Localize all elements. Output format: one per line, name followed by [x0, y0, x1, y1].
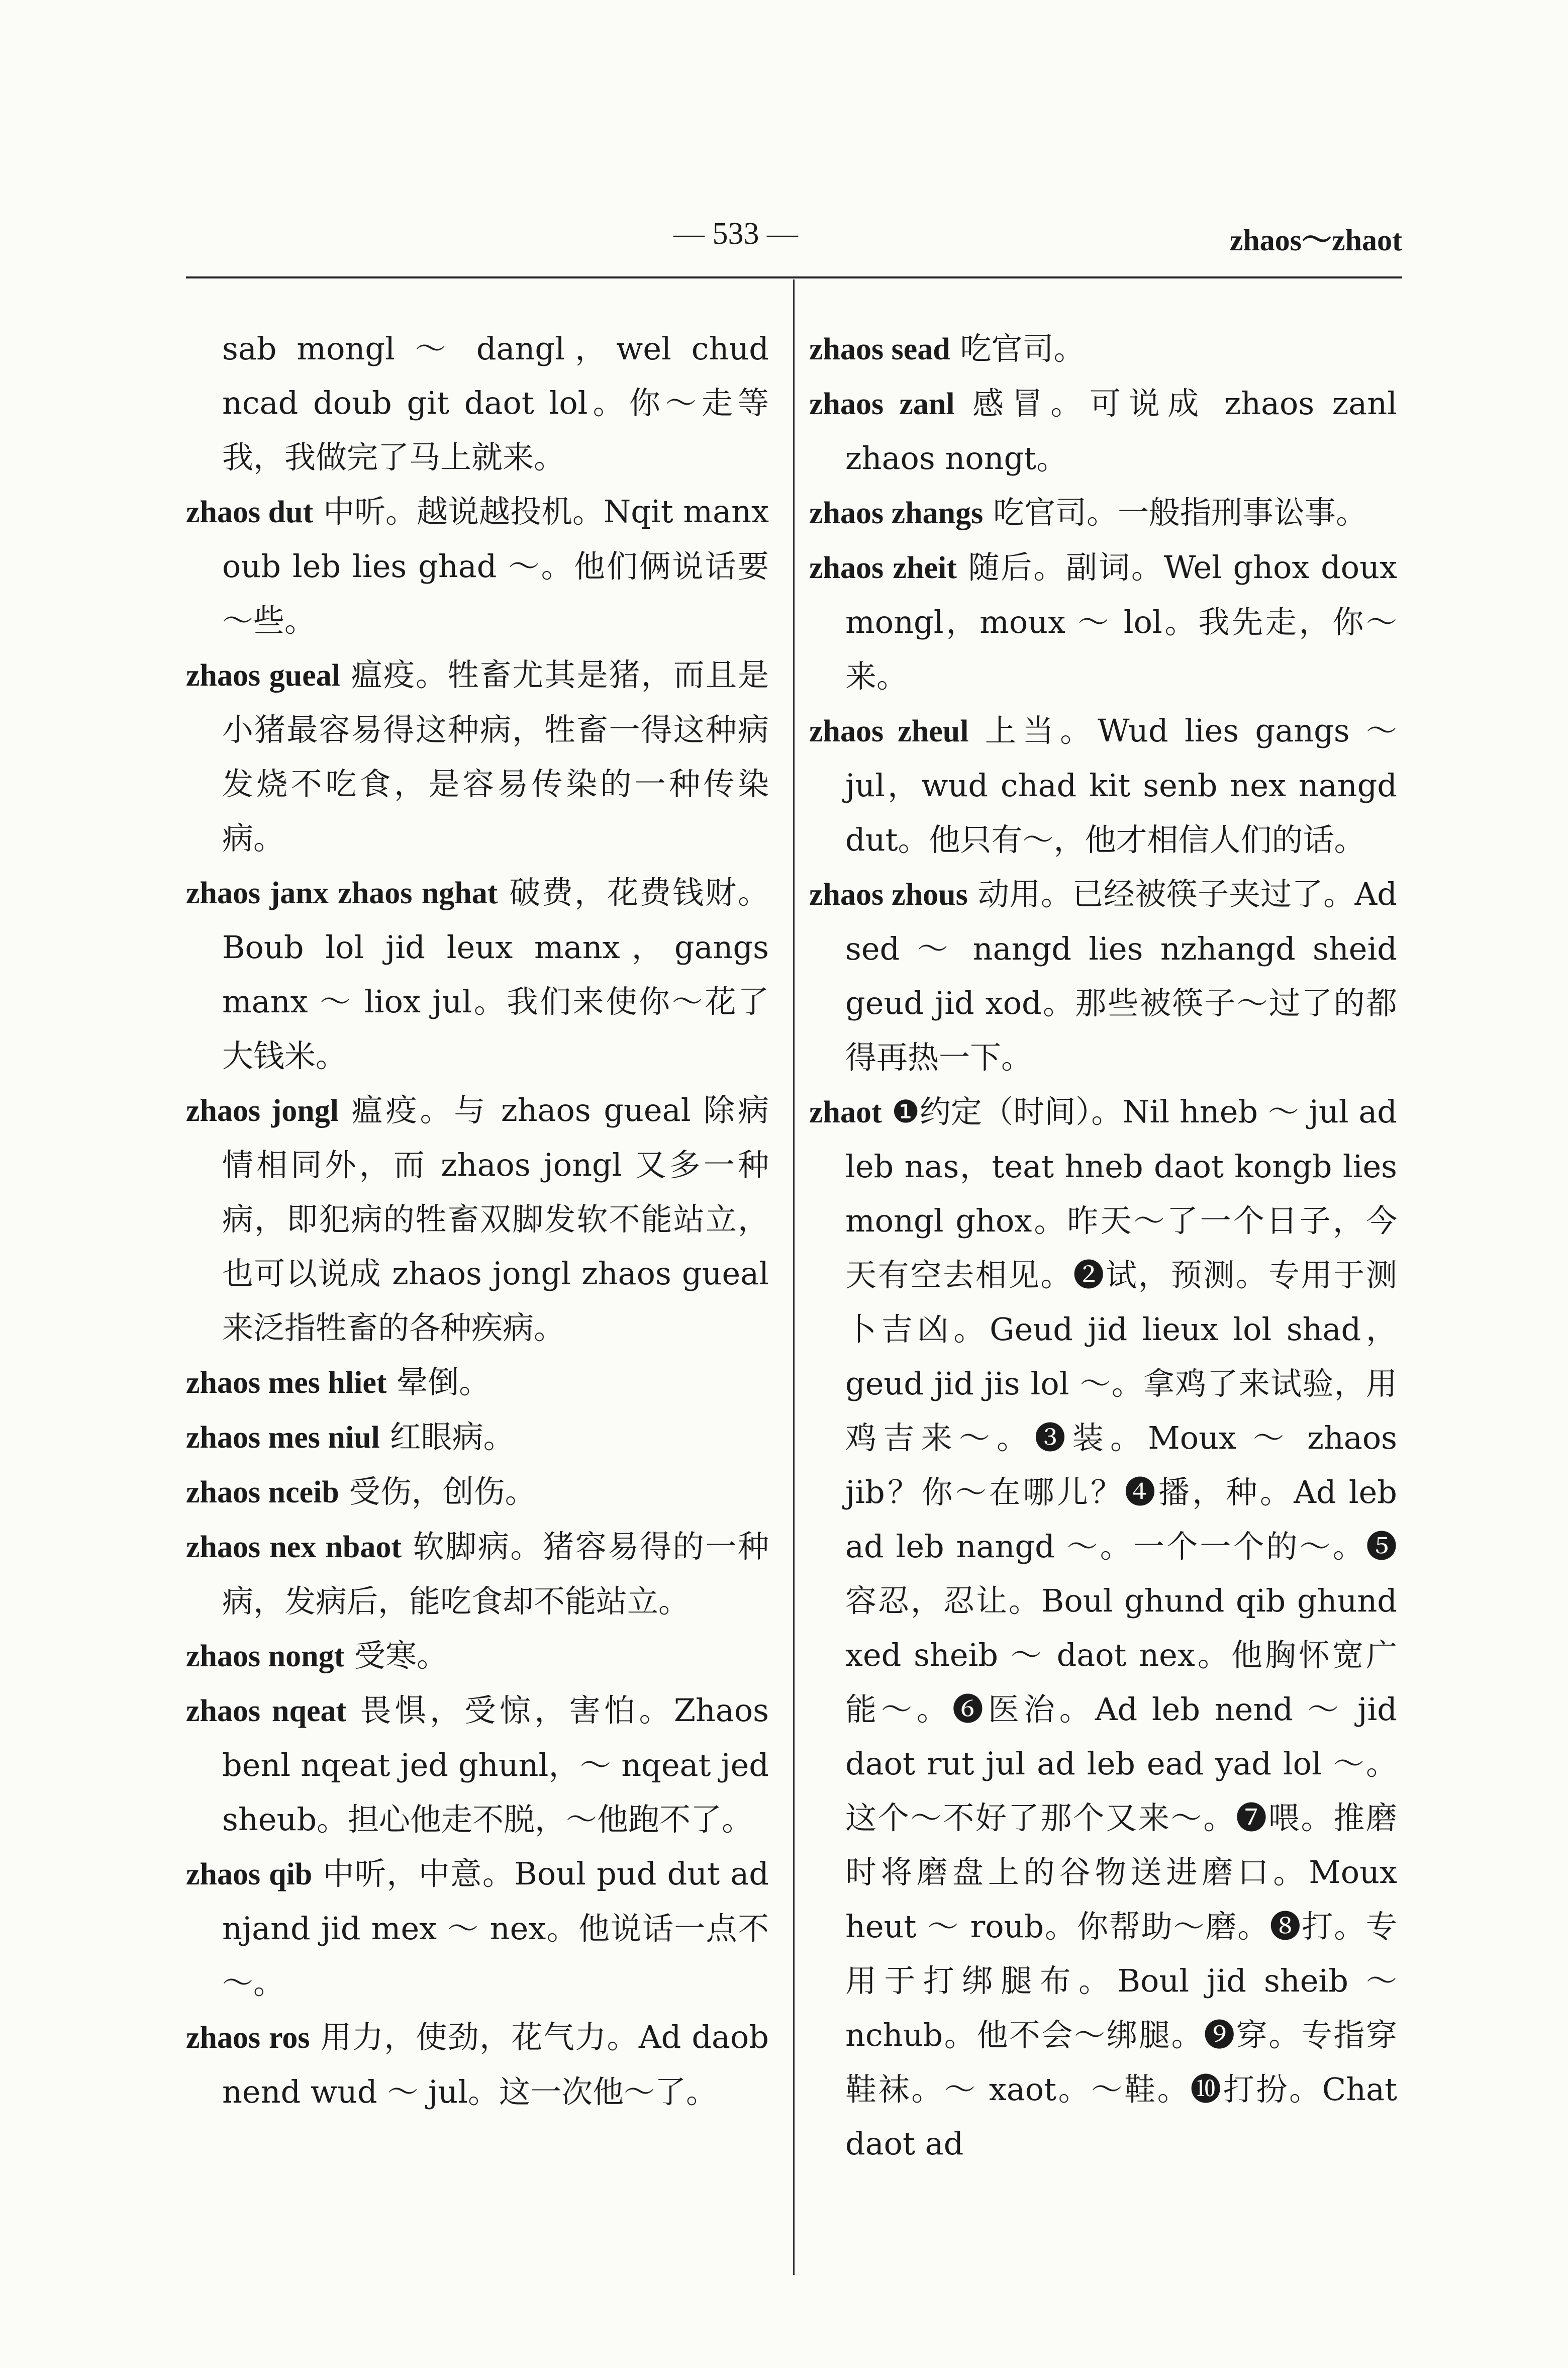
dictionary-entry	[809, 704, 1397, 867]
entry-headword: zhaos zheul	[809, 714, 969, 748]
dictionary-entry	[809, 540, 1397, 704]
entry-definition: 中听。越说越投机。Nqit manx oub leb lies ghad ～。他们俩说话要～些。	[222, 493, 769, 639]
entry-definition: 破费，花费钱财。Boub lol jid leux manx，gangs manx ～ liox jul。我们来使你～花了大钱米。	[222, 874, 769, 1074]
entry-headword: zhaos zhangs	[809, 496, 984, 530]
dictionary-entry	[186, 1410, 769, 1465]
entry-headword: zhaos mes hliet	[186, 1366, 387, 1400]
dictionary-entry	[186, 1083, 769, 1355]
entry-definition: 受寒。	[354, 1637, 448, 1674]
entry-definition: 畏惧，受惊，害怕。Zhaos benl nqeat jed ghunl，～ nqeat jed sheub。担心他走不脱，～他跑不了。	[222, 1692, 769, 1838]
dictionary-entry	[809, 322, 1397, 376]
entry-definition: 吃官司。一般指刑事讼事。	[993, 494, 1367, 531]
entry-headword: zhaos nceib	[186, 1475, 339, 1509]
dictionary-entry	[809, 867, 1397, 1085]
dictionary-entry	[186, 485, 769, 648]
entry-headword: zhaot	[809, 1095, 882, 1129]
page-number: — 533 —	[673, 217, 798, 251]
entry-headword: zhaos jongl	[186, 1094, 339, 1128]
entry-headword: zhaos janx zhaos nghat	[186, 876, 498, 910]
entry-definition: 受伤，创伤。	[349, 1473, 536, 1510]
entry-headword: zhaos ros	[186, 2021, 310, 2055]
dictionary-entry	[809, 376, 1397, 486]
entry-headword: zhaos zanl	[809, 387, 955, 421]
entry-headword: zhaos nongt	[186, 1639, 345, 1673]
entry-definition: 红眼病。	[389, 1418, 515, 1455]
entry-definition: 软脚病。猪容易得的一种病，发病后，能吃食却不能站立。	[222, 1528, 769, 1620]
entry-definition: 瘟疫。与 zhaos gueal 除病情相同外，而 zhaos jongl 又多一种病，即犯病的牲畜双脚发软不能站立，也可以说成 zhaos jongl zhaos gueal 来泛指牲畜的各种疾病。	[222, 1092, 769, 1346]
entry-headword: zhaos nqeat	[186, 1694, 347, 1728]
entry-headword: zhaos sead	[809, 332, 950, 366]
entry-definition: 上当。Wud lies gangs ～ jul，wud chad kit senb nex nangd dut。他只有～，他才相信人们的话。	[845, 712, 1397, 858]
entry-definition: 用力，使劲，花气力。Ad daob nend wud ～ jul。这一次他～了。	[222, 2019, 769, 2110]
entry-definition: 瘟疫。牲畜尤其是猪，而且是小猪最容易得这种病，牲畜一得这种病发烧不吃食，是容易传染的一种传染病。	[222, 656, 769, 857]
dictionary-entry	[809, 486, 1397, 540]
right-column	[809, 322, 1397, 2171]
column-divider	[793, 279, 795, 2275]
entry-headword: zhaos dut	[186, 495, 314, 529]
dictionary-entry	[186, 1355, 769, 1410]
dictionary-entry	[186, 322, 769, 485]
dictionary-entry	[186, 1629, 769, 1683]
running-head: zhaos～zhaot	[1229, 224, 1402, 257]
dictionary-entry	[186, 866, 769, 1083]
header-rule	[186, 276, 1402, 278]
entry-headword: zhaos nex nbaot	[186, 1530, 402, 1564]
dictionary-entry	[186, 2010, 769, 2119]
entry-definition: 感冒。可说成 zhaos zanl zhaos nongt。	[845, 385, 1397, 477]
dictionary-entry	[809, 1085, 1397, 2171]
entry-definition: 吃官司。	[960, 330, 1085, 367]
entry-definition: 随后。副词。Wel ghox doux mongl，moux ～ lol。我先走，你～来。	[845, 549, 1397, 695]
entry-headword: zhaos gueal	[186, 658, 340, 693]
left-column	[186, 322, 769, 2119]
dictionary-entry	[186, 1683, 769, 1847]
entry-definition: 中听，中意。Boul pud dut ad njand jid mex ～ nex。他说话一点不～。	[222, 1855, 769, 2001]
dictionary-entry	[186, 1847, 769, 2010]
entry-definition: ❶约定（时间）。Nil hneb ～ jul ad leb nas，teat hneb daot kongb lies mongl ghox。昨天～了一个日子，今天有空去相见。❷试，预测。专用于测卜吉凶。Geud jid lieux lol shad，geud jid jis lol ～。拿鸡了来试验，用鸡吉来～。❸装。Moux ～ zhaos jib？你～在哪儿？❹播，种。Ad leb ad leb nangd ～。一个一个的～。❺容忍，忍让。Boul ghund qib ghund xed sheib ～ daot nex。他胸怀宽广能～。❻医治。Ad leb nend ～ jid daot rut jul ad leb ead yad lol ～。这个～不好了那个又来～。❼喂。推磨时将磨盘上的谷物送进磨口。Moux heut ～ roub。你帮助～磨。❽打。专用于打绑腿布。Boul jid sheib ～ nchub。他不会～绑腿。❾穿。专指穿鞋袜。～ xaot。～鞋。❿打扮。Chat daot ad	[845, 1093, 1397, 2162]
dictionary-entry	[186, 1465, 769, 1520]
entry-headword: zhaos zheit	[809, 551, 957, 585]
entry-definition: 晕倒。	[397, 1364, 491, 1400]
entry-headword: zhaos zhous	[809, 878, 968, 912]
entry-headword: zhaos mes niul	[186, 1420, 380, 1455]
entry-definition: 动用。已经被筷子夹过了。Ad sed ～ nangd lies nzhangd sheid geud jid xod。那些被筷子～过了的都得再热一下。	[845, 876, 1397, 1076]
entry-definition: sab mongl ～ dangl，wel chud ncad doub git daot lol。你～走等我，我做完了马上就来。	[222, 330, 769, 476]
dictionary-entry	[186, 648, 769, 866]
entry-headword: zhaos qib	[186, 1857, 313, 1891]
dictionary-entry	[186, 1520, 769, 1629]
